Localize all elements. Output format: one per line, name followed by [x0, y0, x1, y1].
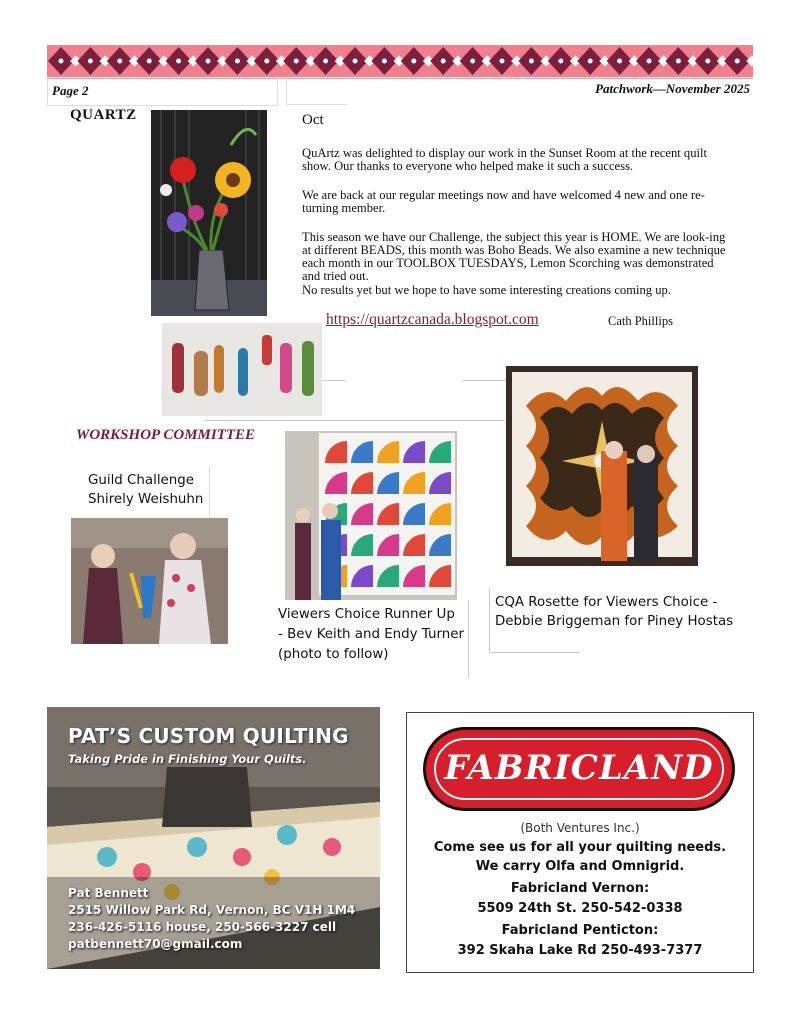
- banner-dot: [59, 59, 64, 64]
- banner-dot: [294, 59, 299, 64]
- banner-dot: [147, 59, 152, 64]
- banner-dot: [676, 59, 681, 64]
- fabricland-line-2: We carry Olfa and Omnigrid.: [475, 859, 685, 874]
- fabricland-penticton-address: 392 Skaha Lake Rd 250-493-7377: [457, 943, 703, 958]
- issue-title: Patchwork—November 2025: [595, 81, 750, 96]
- banner-dot: [353, 59, 358, 64]
- rosette-caption-line-1: CQA Rosette for Viewers Choice -: [495, 595, 718, 610]
- banner-dot: [88, 59, 93, 64]
- runner-up-caption-line-1: Viewers Choice Runner Up: [278, 607, 455, 622]
- paragraph-4: No results yet but we hope to have some interesting creations coming up.: [302, 283, 671, 297]
- quartz-blog-link[interactable]: https://quartzcanada.blogspot.com: [326, 311, 539, 328]
- fan-quilt-photo: [285, 431, 457, 600]
- banner-dot: [617, 59, 622, 64]
- pats-contact-address: 2515 Willow Park Rd, Vernon, BC V1H 1M4: [68, 903, 356, 917]
- banner-dot: [441, 59, 446, 64]
- header-divider: [286, 79, 347, 105]
- banner-dot: [235, 59, 240, 64]
- fabricland-vernon-label: Fabricland Vernon:: [510, 881, 650, 896]
- pats-custom-quilting-ad: [47, 707, 380, 969]
- banner-dot: [470, 59, 475, 64]
- banner-dot: [323, 59, 328, 64]
- banner-dot: [264, 59, 269, 64]
- banner-dot: [735, 59, 740, 64]
- runner-up-caption-line-2: - Bev Keith and Endy Turner: [278, 627, 464, 642]
- fabricland-logo: [423, 727, 735, 811]
- runner-up-caption-line-3: (photo to follow): [278, 647, 389, 662]
- boho-beads-photo: [162, 323, 322, 416]
- banner-dot: [206, 59, 211, 64]
- pats-contact-name: Pat Bennett: [68, 886, 149, 900]
- quartz-heading: QUARTZ: [70, 107, 137, 123]
- banner-dot: [500, 59, 505, 64]
- banner-dot: [647, 59, 652, 64]
- fabricland-line-1: Come see us for all your quilting needs.: [433, 840, 727, 855]
- divider-tick: [462, 380, 506, 381]
- diamond-border-banner: [47, 45, 753, 77]
- banner-dot: [705, 59, 710, 64]
- pats-ad-tagline: Taking Pride in Finishing Your Quilts.: [68, 752, 307, 766]
- challenge-caption-line-2: Shirely Weishuhn: [88, 492, 204, 507]
- guild-challenge-photo: [71, 518, 228, 644]
- divider-tick: [322, 380, 346, 381]
- fabricland-ad: [406, 712, 754, 973]
- banner-dot: [588, 59, 593, 64]
- paragraph-3: This season we have our Challenge, the subject this year is HOME. We are look-ing at different BEADS, this month was Boho Beads. We also examine a new technique each month in our TOOLBOX TUESDAYS, Lemon Scorching was demonstrated and tried out.: [302, 230, 726, 283]
- banner-dot: [411, 59, 416, 64]
- banner-dot: [117, 59, 122, 64]
- banner-dot: [529, 59, 534, 64]
- challenge-caption-line-1: Guild Challenge: [88, 473, 195, 488]
- pats-ad-contact: [68, 885, 355, 953]
- rosette-caption-line-2: Debbie Briggeman for Piney Hostas: [495, 614, 734, 629]
- divider-line: [205, 420, 505, 421]
- banner-dot: [558, 59, 563, 64]
- paragraph-1: QuArtz was delighted to display our work in the Sunset Room at the recent quilt show. Our thanks to everyone who helped make it such a success.: [302, 146, 708, 173]
- author-signature: Cath Phillips: [608, 314, 673, 328]
- rosette-quilt-photo: [506, 366, 698, 566]
- pats-contact-email[interactable]: patbennett70@gmail.com: [68, 937, 243, 951]
- fabricland-penticton-label: Fabricland Penticton:: [501, 923, 659, 938]
- month-label: Oct: [302, 112, 324, 128]
- fabricland-logo-text: FABRICLAND: [444, 748, 714, 788]
- pats-ad-title: PAT’S CUSTOM QUILTING: [68, 724, 349, 748]
- fabricland-vernon-address: 5509 24th St. 250-542-0338: [477, 901, 683, 916]
- workshop-committee-heading: WORKSHOP COMMITTEE: [76, 427, 256, 443]
- banner-dot: [382, 59, 387, 64]
- banner-dot: [176, 59, 181, 64]
- paragraph-2: We are back at our regular meetings now and have welcomed 4 new and one re-turning member.: [302, 188, 705, 215]
- fabricland-subtitle: (Both Ventures Inc.): [520, 821, 640, 835]
- page-number: Page 2: [52, 83, 89, 98]
- flower-quilt-photo: [151, 110, 267, 316]
- pats-contact-phones: 236-426-5116 house, 250-566-3227 cell: [68, 920, 337, 934]
